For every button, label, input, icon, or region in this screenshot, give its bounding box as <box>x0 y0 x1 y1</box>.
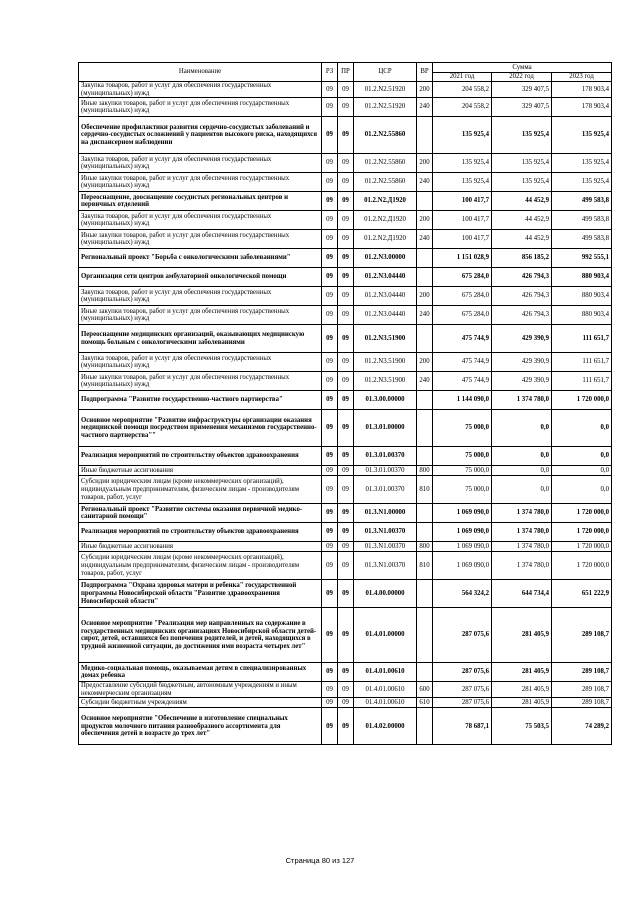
row-vr-cell <box>417 708 433 745</box>
row-vr-cell: 240 <box>417 98 433 117</box>
row-2021-cell: 204 558,2 <box>433 82 492 98</box>
row-name-cell: Иные бюджетные ассигнования <box>79 466 322 476</box>
row-vr-cell: 200 <box>417 154 433 173</box>
row-2021-cell: 1 151 028,9 <box>433 249 492 268</box>
row-pr-cell: 09 <box>338 211 354 230</box>
row-2023-cell: 289 108,7 <box>552 608 612 663</box>
row-pr-cell: 09 <box>338 287 354 306</box>
row-2022-cell: 426 794,3 <box>492 306 552 325</box>
row-vr-cell <box>417 523 433 542</box>
row-rz-cell: 09 <box>322 410 338 447</box>
row-2021-cell: 287 075,6 <box>433 682 492 698</box>
table-row <box>79 391 612 410</box>
row-2022-cell: 426 794,3 <box>492 268 552 287</box>
row-2023-cell: 1 720 000,0 <box>552 523 612 542</box>
row-2023-cell: 499 583,8 <box>552 192 612 211</box>
row-name-cell: Медико-социальная помощь, оказываемая детям в специализированных домах ребенка <box>79 663 322 682</box>
row-2023-cell: 1 720 000,0 <box>552 542 612 552</box>
row-name-cell: Закупка товаров, работ и услуг для обеспечения государственных (муниципальных) нужд <box>79 287 322 306</box>
row-csr-cell: 01.4.01.00610 <box>354 682 417 698</box>
table-row <box>79 523 612 542</box>
row-rz-cell: 09 <box>322 230 338 249</box>
row-vr-cell: 200 <box>417 353 433 372</box>
row-csr-cell: 01.2.N3.04440 <box>354 287 417 306</box>
row-pr-cell: 09 <box>338 306 354 325</box>
row-name-cell: Закупка товаров, работ и услуг для обеспечения государственных (муниципальных) нужд <box>79 82 322 98</box>
table-row <box>79 211 612 230</box>
row-name-cell: Иные закупки товаров, работ и услуг для обеспечения государственных (муниципальных) нужд <box>79 306 322 325</box>
row-2022-cell: 44 452,9 <box>492 230 552 249</box>
row-2021-cell: 100 417,7 <box>433 192 492 211</box>
page-number: Страница 80 из 127 <box>285 856 355 865</box>
row-pr-cell: 09 <box>338 682 354 698</box>
row-2023-cell: 880 903,4 <box>552 306 612 325</box>
row-name-cell: Иные бюджетные ассигнования <box>79 542 322 552</box>
row-2022-cell: 1 374 780,0 <box>492 523 552 542</box>
row-rz-cell: 09 <box>322 580 338 608</box>
row-2022-cell: 429 390,9 <box>492 353 552 372</box>
row-csr-cell: 01.4.01.00610 <box>354 663 417 682</box>
table-row <box>79 173 612 192</box>
row-vr-cell: 800 <box>417 542 433 552</box>
table-row <box>79 608 612 663</box>
row-name-cell: Субсидии юридическим лицам (кроме некоммерческих организаций), индивидуальным предпринимателям, физическим лицам - производителям товаров, работ, услуг <box>79 552 322 580</box>
row-csr-cell: 01.2.N3.51900 <box>354 372 417 391</box>
table-row <box>79 325 612 353</box>
row-2022-cell: 0,0 <box>492 476 552 504</box>
row-2022-cell: 1 374 780,0 <box>492 552 552 580</box>
row-pr-cell: 09 <box>338 154 354 173</box>
row-2023-cell: 499 583,8 <box>552 230 612 249</box>
row-csr-cell: 01.2.N3.51900 <box>354 353 417 372</box>
row-vr-cell <box>417 410 433 447</box>
row-pr-cell: 09 <box>338 663 354 682</box>
row-2022-cell: 856 185,2 <box>492 249 552 268</box>
row-2023-cell: 1 720 000,0 <box>552 391 612 410</box>
col-header-name: Наименование <box>79 63 322 82</box>
row-vr-cell: 240 <box>417 372 433 391</box>
row-vr-cell <box>417 325 433 353</box>
table-row <box>79 154 612 173</box>
table-row <box>79 306 612 325</box>
table-row <box>79 287 612 306</box>
row-rz-cell: 09 <box>322 523 338 542</box>
table-row <box>79 82 612 98</box>
row-rz-cell: 09 <box>322 504 338 523</box>
row-vr-cell <box>417 663 433 682</box>
row-2021-cell: 675 284,0 <box>433 287 492 306</box>
row-2021-cell: 78 687,1 <box>433 708 492 745</box>
row-vr-cell <box>417 192 433 211</box>
row-csr-cell: 01.4.01.00000 <box>354 608 417 663</box>
row-pr-cell: 09 <box>338 249 354 268</box>
row-2023-cell: 0,0 <box>552 476 612 504</box>
row-rz-cell: 09 <box>322 98 338 117</box>
row-2022-cell: 426 794,3 <box>492 287 552 306</box>
row-rz-cell: 09 <box>322 192 338 211</box>
col-header-2022: 2022 год <box>492 73 552 82</box>
row-vr-cell: 810 <box>417 476 433 504</box>
row-rz-cell: 09 <box>322 268 338 287</box>
row-name-cell: Субсидии юридическим лицам (кроме некоммерческих организаций), индивидуальным предпринимателям, физическим лицам - производителям товаров, работ, услуг <box>79 476 322 504</box>
row-vr-cell: 240 <box>417 306 433 325</box>
row-pr-cell: 09 <box>338 268 354 287</box>
row-rz-cell: 09 <box>322 325 338 353</box>
row-name-cell: Субсидии бюджетным учреждениям <box>79 698 322 708</box>
row-2023-cell: 1 720 000,0 <box>552 504 612 523</box>
row-pr-cell: 09 <box>338 466 354 476</box>
row-pr-cell: 09 <box>338 447 354 466</box>
row-2022-cell: 0,0 <box>492 466 552 476</box>
row-pr-cell: 09 <box>338 542 354 552</box>
row-name-cell: Закупка товаров, работ и услуг для обеспечения государственных (муниципальных) нужд <box>79 211 322 230</box>
row-csr-cell: 01.3.01.00370 <box>354 447 417 466</box>
row-pr-cell: 09 <box>338 523 354 542</box>
row-2022-cell: 135 925,4 <box>492 154 552 173</box>
row-2022-cell: 281 405,9 <box>492 698 552 708</box>
row-csr-cell: 01.3.01.00000 <box>354 410 417 447</box>
row-2021-cell: 675 284,0 <box>433 268 492 287</box>
row-csr-cell: 01.3.N1.00370 <box>354 523 417 542</box>
row-2022-cell: 281 405,9 <box>492 608 552 663</box>
row-2022-cell: 44 452,9 <box>492 192 552 211</box>
row-csr-cell: 01.2.N3.04440 <box>354 306 417 325</box>
row-name-cell: Переоснащение, дооснащение сосудистых региональных центров и первичных отделений <box>79 192 322 211</box>
row-2023-cell: 880 903,4 <box>552 268 612 287</box>
row-2022-cell: 429 390,9 <box>492 372 552 391</box>
row-2022-cell: 329 407,5 <box>492 82 552 98</box>
row-csr-cell: 01.2.N2.51920 <box>354 98 417 117</box>
table-body <box>79 82 612 745</box>
row-2023-cell: 0,0 <box>552 410 612 447</box>
row-2023-cell: 992 555,1 <box>552 249 612 268</box>
row-2022-cell: 135 925,4 <box>492 173 552 192</box>
row-rz-cell: 09 <box>322 173 338 192</box>
row-name-cell: Предоставление субсидий бюджетным, автономным учреждениям и иным некоммерческим организациям <box>79 682 322 698</box>
row-pr-cell: 09 <box>338 504 354 523</box>
row-2021-cell: 135 925,4 <box>433 154 492 173</box>
table-row <box>79 117 612 154</box>
row-2021-cell: 100 417,7 <box>433 230 492 249</box>
row-vr-cell <box>417 268 433 287</box>
col-header-sum: Сумма <box>433 63 612 73</box>
row-csr-cell: 01.2.N2.51920 <box>354 82 417 98</box>
row-pr-cell: 09 <box>338 698 354 708</box>
row-2023-cell: 111 651,7 <box>552 353 612 372</box>
row-csr-cell: 01.4.01.00610 <box>354 698 417 708</box>
row-rz-cell: 09 <box>322 542 338 552</box>
row-rz-cell: 09 <box>322 249 338 268</box>
row-2021-cell: 135 925,4 <box>433 173 492 192</box>
row-2021-cell: 1 069 090,0 <box>433 504 492 523</box>
row-2021-cell: 75 000,0 <box>433 476 492 504</box>
row-name-cell: Реализация мероприятий по строительству объектов здравоохранения <box>79 447 322 466</box>
row-name-cell: Основное мероприятие "Развитие инфраструктуры организации оказания медицинской помощи посредством применения механизмов государственно-частного партнерства"" <box>79 410 322 447</box>
row-2021-cell: 287 075,6 <box>433 698 492 708</box>
col-header-rz: РЗ <box>322 63 338 82</box>
table-row <box>79 552 612 580</box>
row-vr-cell: 200 <box>417 82 433 98</box>
row-2022-cell: 429 390,9 <box>492 325 552 353</box>
row-rz-cell: 09 <box>322 211 338 230</box>
row-2023-cell: 289 108,7 <box>552 698 612 708</box>
row-csr-cell: 01.4.02.00000 <box>354 708 417 745</box>
row-name-cell: Региональный проект "Развитие системы оказания первичной медико-санитарной помощи" <box>79 504 322 523</box>
row-csr-cell: 01.2.N2.Д1920 <box>354 192 417 211</box>
budget-table <box>78 62 612 745</box>
row-2023-cell: 178 903,4 <box>552 82 612 98</box>
row-2023-cell: 111 651,7 <box>552 372 612 391</box>
row-csr-cell: 01.2.N2.55860 <box>354 117 417 154</box>
row-name-cell: Региональный проект "Борьба с онкологическими заболеваниями" <box>79 249 322 268</box>
table-row <box>79 580 612 608</box>
budget-sheet <box>78 62 612 745</box>
row-csr-cell: 01.3.N1.00000 <box>354 504 417 523</box>
table-row <box>79 682 612 698</box>
row-2022-cell: 644 734,4 <box>492 580 552 608</box>
table-row <box>79 268 612 287</box>
row-name-cell: Переоснащение медицинских организаций, оказывающих медицинскую помощь больным с онкологическими заболеваниями <box>79 325 322 353</box>
row-rz-cell: 09 <box>322 372 338 391</box>
row-2021-cell: 1 069 090,0 <box>433 552 492 580</box>
row-csr-cell: 01.3.01.00370 <box>354 466 417 476</box>
row-rz-cell: 09 <box>322 682 338 698</box>
row-name-cell: Организация сети центров амбулаторной онкологической помощи <box>79 268 322 287</box>
row-2021-cell: 1 144 090,0 <box>433 391 492 410</box>
row-pr-cell: 09 <box>338 476 354 504</box>
table-row <box>79 542 612 552</box>
row-rz-cell: 09 <box>322 698 338 708</box>
table-row <box>79 447 612 466</box>
row-2021-cell: 475 744,9 <box>433 325 492 353</box>
row-2022-cell: 75 503,5 <box>492 708 552 745</box>
row-csr-cell: 01.4.00.00000 <box>354 580 417 608</box>
row-2021-cell: 1 069 090,0 <box>433 523 492 542</box>
row-2023-cell: 178 903,4 <box>552 98 612 117</box>
row-2021-cell: 135 925,4 <box>433 117 492 154</box>
row-2022-cell: 44 452,9 <box>492 211 552 230</box>
table-row <box>79 504 612 523</box>
col-header-vr: ВР <box>417 63 433 82</box>
row-csr-cell: 01.2.N2.55860 <box>354 154 417 173</box>
row-name-cell: Основное мероприятие "Обеспечение в изготовление специальных продуктов молочного питания разнообразного ассортимента для обеспечения детей в возрасте до трех лет" <box>79 708 322 745</box>
row-name-cell: Подпрограмма "Охрана здоровья матери и ребенка" государственной программы Новосибирской области "Развитие здравоохранения Новосибирской области" <box>79 580 322 608</box>
row-2022-cell: 1 374 780,0 <box>492 542 552 552</box>
row-2021-cell: 475 744,9 <box>433 372 492 391</box>
row-csr-cell: 01.3.N1.00370 <box>354 552 417 580</box>
row-2021-cell: 100 417,7 <box>433 211 492 230</box>
row-vr-cell <box>417 391 433 410</box>
col-header-pr: ПР <box>338 63 354 82</box>
table-row <box>79 476 612 504</box>
row-csr-cell: 01.2.N3.51900 <box>354 325 417 353</box>
row-pr-cell: 09 <box>338 353 354 372</box>
row-vr-cell: 600 <box>417 682 433 698</box>
row-pr-cell: 09 <box>338 708 354 745</box>
row-rz-cell: 09 <box>322 154 338 173</box>
table-row <box>79 98 612 117</box>
row-vr-cell <box>417 447 433 466</box>
row-pr-cell: 09 <box>338 608 354 663</box>
row-2022-cell: 1 374 780,0 <box>492 504 552 523</box>
row-name-cell: Иные закупки товаров, работ и услуг для обеспечения государственных (муниципальных) нужд <box>79 98 322 117</box>
row-rz-cell: 09 <box>322 608 338 663</box>
row-rz-cell: 09 <box>322 117 338 154</box>
row-2022-cell: 0,0 <box>492 447 552 466</box>
row-vr-cell: 200 <box>417 287 433 306</box>
row-pr-cell: 09 <box>338 230 354 249</box>
row-2021-cell: 204 558,2 <box>433 98 492 117</box>
row-2023-cell: 0,0 <box>552 466 612 476</box>
table-row <box>79 353 612 372</box>
row-2023-cell: 135 925,4 <box>552 154 612 173</box>
row-2021-cell: 75 000,0 <box>433 447 492 466</box>
row-2021-cell: 564 324,2 <box>433 580 492 608</box>
row-pr-cell: 09 <box>338 552 354 580</box>
table-row <box>79 372 612 391</box>
row-name-cell: Закупка товаров, работ и услуг для обеспечения государственных (муниципальных) нужд <box>79 353 322 372</box>
row-2023-cell: 0,0 <box>552 447 612 466</box>
row-2021-cell: 1 069 090,0 <box>433 542 492 552</box>
col-header-csr: ЦСР <box>354 63 417 82</box>
row-vr-cell: 610 <box>417 698 433 708</box>
row-csr-cell: 01.2.N3.04440 <box>354 268 417 287</box>
table-row <box>79 708 612 745</box>
row-2022-cell: 281 405,9 <box>492 682 552 698</box>
row-rz-cell: 09 <box>322 287 338 306</box>
row-vr-cell: 200 <box>417 211 433 230</box>
row-csr-cell: 01.3.00.00000 <box>354 391 417 410</box>
row-2021-cell: 287 075,6 <box>433 608 492 663</box>
col-header-2023: 2023 год <box>552 73 612 82</box>
row-vr-cell: 240 <box>417 173 433 192</box>
row-vr-cell <box>417 249 433 268</box>
row-2022-cell: 329 407,5 <box>492 98 552 117</box>
row-2022-cell: 1 374 780,0 <box>492 391 552 410</box>
col-header-2021: 2021 год <box>433 73 492 82</box>
row-pr-cell: 09 <box>338 372 354 391</box>
table-row <box>79 192 612 211</box>
row-vr-cell <box>417 117 433 154</box>
row-name-cell: Основное мероприятие "Реализация мер направленных на содержание в государственных медицинских организациях Новосибирской области детей-сирот, детей, оставшихся без попечения родителей, и детей, находящихся в трудной жизненной ситуации, до достижения ими возраста четырех лет" <box>79 608 322 663</box>
row-name-cell: Обеспечение профилактики развития сердечно-сосудистых заболеваний и сердечно-сосудистых осложнений у пациентов высокого риска, находящихся на диспансерном наблюдении <box>79 117 322 154</box>
row-2022-cell: 135 925,4 <box>492 117 552 154</box>
row-2021-cell: 75 000,0 <box>433 466 492 476</box>
row-2023-cell: 111 651,7 <box>552 325 612 353</box>
row-pr-cell: 09 <box>338 325 354 353</box>
row-csr-cell: 01.2.N2.55860 <box>354 173 417 192</box>
row-2023-cell: 651 222,9 <box>552 580 612 608</box>
row-2023-cell: 289 108,7 <box>552 682 612 698</box>
row-rz-cell: 09 <box>322 353 338 372</box>
row-rz-cell: 09 <box>322 476 338 504</box>
table-row <box>79 466 612 476</box>
row-2023-cell: 135 925,4 <box>552 117 612 154</box>
row-2022-cell: 281 405,9 <box>492 663 552 682</box>
row-pr-cell: 09 <box>338 173 354 192</box>
row-rz-cell: 09 <box>322 552 338 580</box>
row-2021-cell: 675 284,0 <box>433 306 492 325</box>
row-name-cell: Иные закупки товаров, работ и услуг для обеспечения государственных (муниципальных) нужд <box>79 173 322 192</box>
row-rz-cell: 09 <box>322 466 338 476</box>
row-vr-cell <box>417 580 433 608</box>
row-pr-cell: 09 <box>338 410 354 447</box>
row-2022-cell: 0,0 <box>492 410 552 447</box>
row-rz-cell: 09 <box>322 447 338 466</box>
row-pr-cell: 09 <box>338 580 354 608</box>
row-2023-cell: 74 289,2 <box>552 708 612 745</box>
row-name-cell: Иные закупки товаров, работ и услуг для обеспечения государственных (муниципальных) нужд <box>79 230 322 249</box>
row-name-cell: Подпрограмма "Развитие государственно-частного партнерства" <box>79 391 322 410</box>
row-pr-cell: 09 <box>338 98 354 117</box>
row-2023-cell: 135 925,4 <box>552 173 612 192</box>
row-vr-cell: 240 <box>417 230 433 249</box>
row-2023-cell: 1 720 000,0 <box>552 552 612 580</box>
row-rz-cell: 09 <box>322 82 338 98</box>
row-rz-cell: 09 <box>322 306 338 325</box>
row-csr-cell: 01.2.N3.00000 <box>354 249 417 268</box>
row-2023-cell: 499 583,8 <box>552 211 612 230</box>
row-name-cell: Реализация мероприятий по строительству объектов здравоохранения <box>79 523 322 542</box>
row-2021-cell: 75 000,0 <box>433 410 492 447</box>
row-csr-cell: 01.3.N1.00370 <box>354 542 417 552</box>
table-row <box>79 230 612 249</box>
row-pr-cell: 09 <box>338 82 354 98</box>
row-rz-cell: 09 <box>322 663 338 682</box>
row-rz-cell: 09 <box>322 708 338 745</box>
row-vr-cell <box>417 504 433 523</box>
table-row <box>79 663 612 682</box>
row-csr-cell: 01.3.01.00370 <box>354 476 417 504</box>
table-row <box>79 410 612 447</box>
row-vr-cell: 800 <box>417 466 433 476</box>
row-csr-cell: 01.2.N2.Д1920 <box>354 211 417 230</box>
row-name-cell: Иные закупки товаров, работ и услуг для обеспечения государственных (муниципальных) нужд <box>79 372 322 391</box>
row-vr-cell: 810 <box>417 552 433 580</box>
row-csr-cell: 01.2.N2.Д1920 <box>354 230 417 249</box>
table-row <box>79 698 612 708</box>
row-name-cell: Закупка товаров, работ и услуг для обеспечения государственных (муниципальных) нужд <box>79 154 322 173</box>
row-2023-cell: 289 108,7 <box>552 663 612 682</box>
row-pr-cell: 09 <box>338 391 354 410</box>
table-row <box>79 249 612 268</box>
row-2021-cell: 287 075,6 <box>433 663 492 682</box>
row-rz-cell: 09 <box>322 391 338 410</box>
row-2023-cell: 880 903,4 <box>552 287 612 306</box>
row-pr-cell: 09 <box>338 117 354 154</box>
row-pr-cell: 09 <box>338 192 354 211</box>
row-vr-cell <box>417 608 433 663</box>
row-2021-cell: 475 744,9 <box>433 353 492 372</box>
